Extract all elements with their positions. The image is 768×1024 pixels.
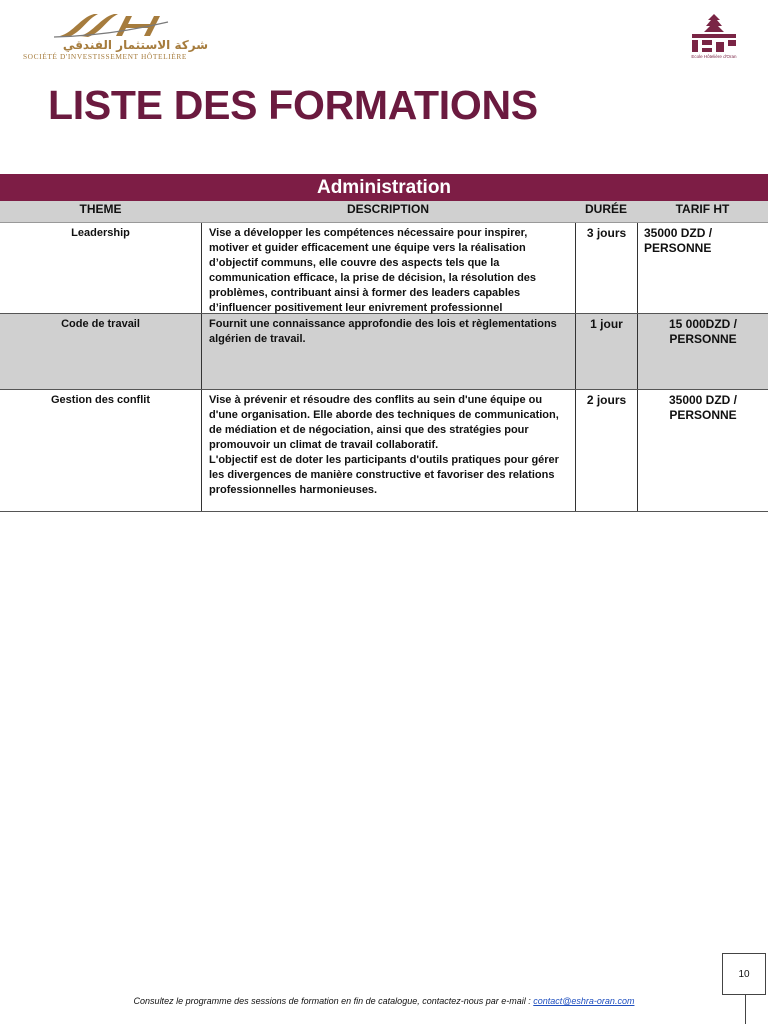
description-line: motiver et guider efficacement une équipe vers la réalisation — [209, 242, 526, 254]
column-header-tarif: TARIF HT — [675, 202, 730, 216]
tarif-line: 35000 DZD / — [644, 226, 713, 240]
theme-cell: Gestion des conflit — [50, 394, 150, 406]
duree-cell: 2 jours — [575, 390, 637, 511]
description-line: d’objectif communs, elle couvre des aspects tels que la — [209, 257, 500, 269]
footer-text: Consultez le programme des sessions de formation en fin de catalogue, contactez-nous par e-mail : — [133, 996, 534, 1006]
school-logo — [686, 12, 742, 64]
tarif-line: 35000 DZD / — [668, 393, 738, 407]
description-cell — [201, 314, 575, 389]
table-row — [0, 390, 768, 512]
duree-cell: 3 jours — [575, 223, 637, 313]
tarif-cell — [637, 390, 768, 511]
formations-table — [0, 174, 768, 512]
description-line: communication efficace, la prise de décision, la résolution des — [209, 272, 537, 284]
description-line: les divergences de manière constructive et favoriser des relations — [209, 469, 555, 481]
theme-cell: Leadership — [71, 227, 130, 239]
description-line: Fournit une connaissance approfondie des lois et règlementations — [209, 318, 557, 330]
column-header-duree: DURÉE — [584, 202, 627, 216]
description-line: d'une organisation. Elle aborde des techniques de communication, — [209, 409, 559, 421]
section-title: Administration — [0, 174, 768, 201]
footer — [0, 996, 768, 1006]
table-header — [0, 201, 768, 223]
description-line: d’influencer positivement leur enivrement professionnel — [209, 302, 503, 314]
description-line: promouvoir un climat de travail collaboratif. — [209, 439, 439, 451]
tarif-line: PERSONNE — [644, 241, 712, 255]
tarif-line: PERSONNE — [669, 332, 737, 346]
theme-cell: Code de travail — [61, 318, 140, 330]
tarif-line: 15 000DZD / — [668, 317, 738, 331]
tarif-line: PERSONNE — [669, 408, 737, 422]
page-number: 10 — [722, 953, 766, 995]
table-row — [0, 314, 768, 390]
company-logo — [2, 12, 212, 60]
contact-email-link[interactable]: contact@eshra-oran.com — [533, 996, 635, 1006]
table-row — [0, 223, 768, 314]
page-title: LISTE DES FORMATIONS — [48, 82, 538, 128]
tarif-cell — [637, 314, 768, 389]
school-logo-mark — [686, 12, 742, 54]
description-line: algérien de travail. — [209, 333, 306, 345]
column-header-description: DESCRIPTION — [346, 202, 429, 216]
description-line: professionnelles harmonieuses. — [209, 484, 378, 496]
duree-cell: 1 jour — [575, 314, 637, 389]
description-line: problèmes, contribuant ainsi à former des leaders capables — [209, 287, 521, 299]
description-line: Vise à prévenir et résoudre des conflits au sein d'une équipe ou — [209, 394, 543, 406]
description-line: Vise a développer les compétences nécessaire pour inspirer, — [209, 227, 528, 239]
description-cell — [201, 390, 575, 511]
column-header-theme: THEME — [79, 202, 122, 216]
tarif-cell — [637, 223, 768, 313]
description-line: L'objectif est de doter les participants d'outils pratiques pour gérer — [209, 454, 559, 466]
description-cell — [201, 223, 575, 313]
school-logo-caption: Ecole Hôtelière d'Oran — [691, 54, 737, 59]
company-logo-mark — [54, 12, 169, 38]
company-logo-arabic: شركة الاستثمار الفندقي — [62, 38, 208, 52]
company-logo-latin: SOCIÉTÉ D'INVESTISSEMENT HÔTELIÈRE — [22, 52, 188, 61]
description-line: de médiation et de négociation, ainsi que des stratégies pour — [209, 424, 529, 436]
